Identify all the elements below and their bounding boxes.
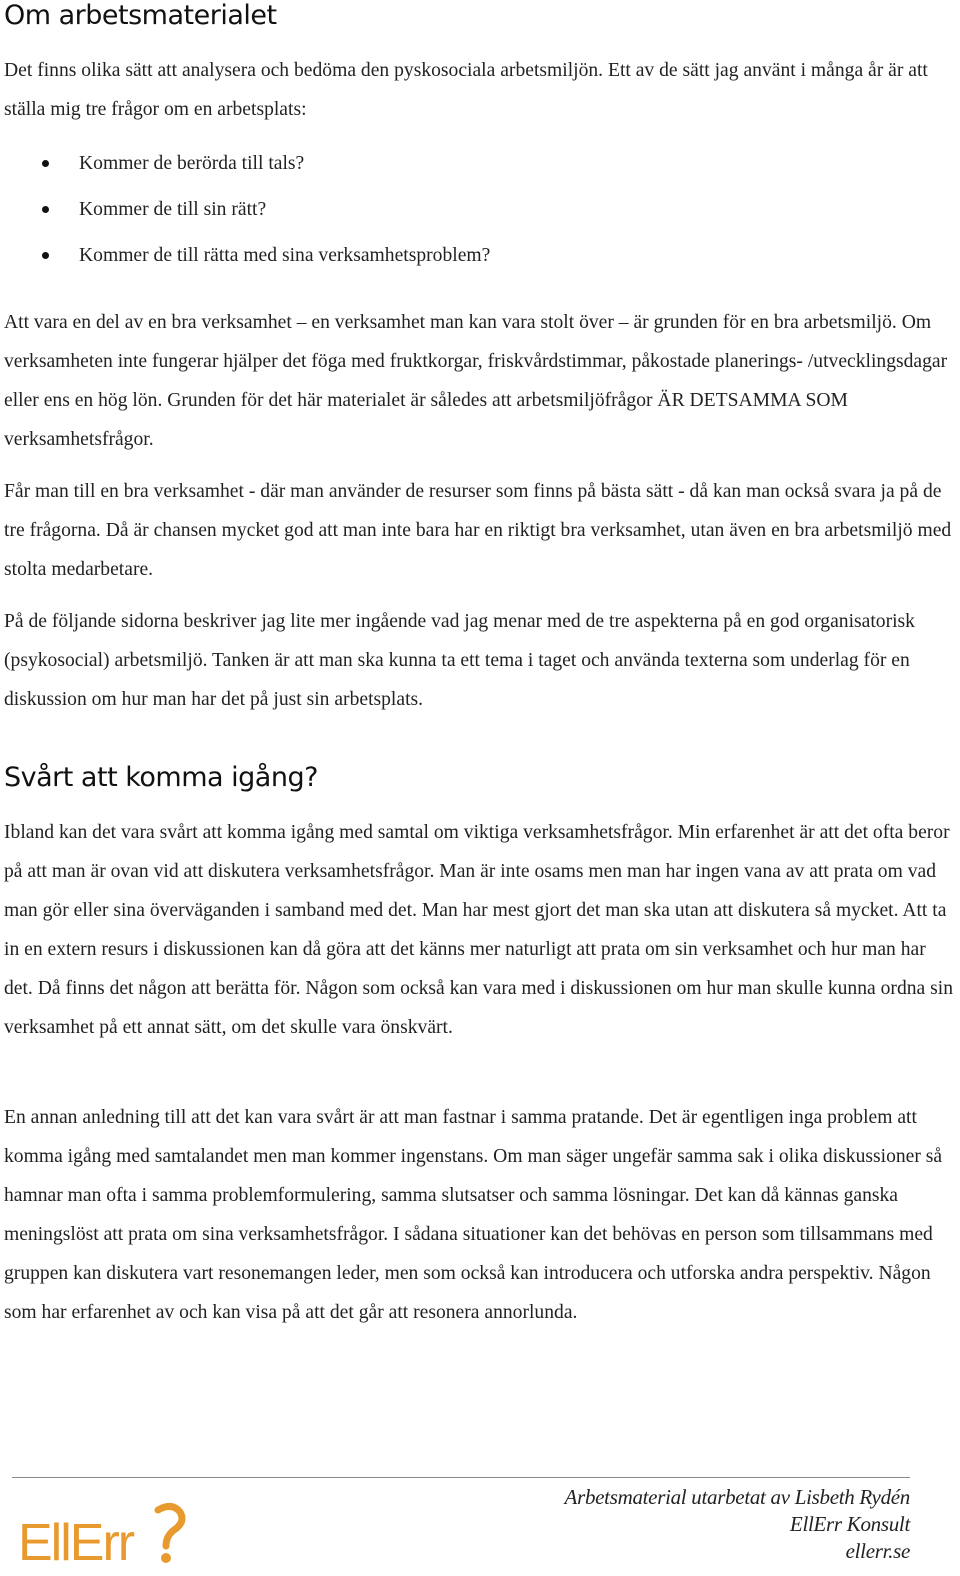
body-paragraph: En annan anledning till att det kan vara svårt är att man fastnar i samma pratande. Det är egentligen inga problem att komma igång med samtalandet men man kommer ingenstans. Om man säger ungefär samma sak i olika diskussioner så hamnar man ofta i samma problemformulering, samma slutsatser och samma lösningar. Det kan då kännas ganska meningslöst att prata om sina verksamhetsfrågor. I sådana situationer kan det behövas en person som tillsammans med gruppen kan diskutera vart resonemangen leder, men som också kan introducera och utforska andra perspektiv. Någon som har erfarenhet av och kan visa på att det går att resonera annorlunda. — [4, 1107, 943, 1323]
ellerr-logo — [16, 1500, 186, 1566]
body-paragraph: Får man till en bra verksamhet - där man använder de resurser som finns på bästa sätt - då kan man också svara ja på de tre frågorna. Då är chansen mycket god att man inte bara har en riktigt bra verksamhet, utan även en bra arbetsmiljö med stolta medarbetare. — [4, 481, 952, 580]
footer-company-line: EllErr Konsult — [789, 1512, 910, 1536]
body-paragraph: Att vara en del av en bra verksamhet – en verksamhet man kan vara stolt över – är grunden för en bra arbetsmiljö. Om verksamheten inte fungerar hjälper det föga med fruktkorgar, friskvårdstimmar, påkostade planerings- /utvecklingsdagar eller ens en hög lön. Grunden för det här materialet är således att arbetsmiljöfrågor ÄR DETSAMMA SOM verksamhetsfrågor. — [4, 312, 948, 450]
body-paragraph: På de följande sidorna beskriver jag lite mer ingående vad jag menar med de tre aspekterna på en god organisatorisk (psykosocial) arbetsmiljö. Tanken är att man ska kunna ta ett tema i taget och använda texterna som underlag för en diskussion om hur man har det på just sin arbetsplats. — [4, 611, 915, 710]
bullet-icon — [42, 160, 49, 167]
list-item — [0, 236, 900, 282]
section-title-om-arbetsmaterialet: Om arbetsmaterialet — [4, 0, 277, 31]
list-item — [0, 144, 900, 190]
question-text: Kommer de till sin rätt? — [79, 199, 267, 220]
footer-credits — [565, 1484, 910, 1565]
section-title-svart-att-komma-igang: Svårt att komma igång? — [4, 762, 318, 793]
svg-text:EllErr: EllErr — [18, 1514, 134, 1566]
footer-divider — [12, 1477, 910, 1478]
body-paragraph: Ibland kan det vara svårt att komma igång med samtal om viktiga verksamhetsfrågor. Min erfarenhet är att det ofta beror på att man är ovan vid att diskutera verksamhetsfrågor. Man är inte osams men man har ingen vana av att prata om vad man gör eller sina överväganden i samband med det. Man har mest gjort det man ska utan att diskutera så mycket. Att ta in en extern resurs i diskussionen kan då göra att det känns mer naturligt att prata om sin verksamhet och hur man har det. Då finns det någon att berätta för. Någon som också kan vara med i diskussionen om hur man skulle kunna ordna sin verksamhet på ett annat sätt, om det skulle vara önskvärt. — [4, 822, 953, 1038]
footer-website-line: ellerr.se — [845, 1539, 910, 1563]
question-list — [0, 144, 900, 282]
bullet-icon — [42, 252, 49, 259]
bullet-icon — [42, 206, 49, 213]
question-text: Kommer de till rätta med sina verksamhetsproblem? — [79, 245, 491, 266]
list-item — [0, 190, 900, 236]
question-text: Kommer de berörda till tals? — [79, 153, 305, 174]
footer-author-line: Arbetsmaterial utarbetat av Lisbeth Rydén — [564, 1485, 910, 1509]
intro-paragraph: Det finns olika sätt att analysera och bedöma den pyskosociala arbetsmiljön. Ett av de sätt jag använt i många år är att ställa mig tre frågor om en arbetsplats: — [4, 60, 928, 120]
